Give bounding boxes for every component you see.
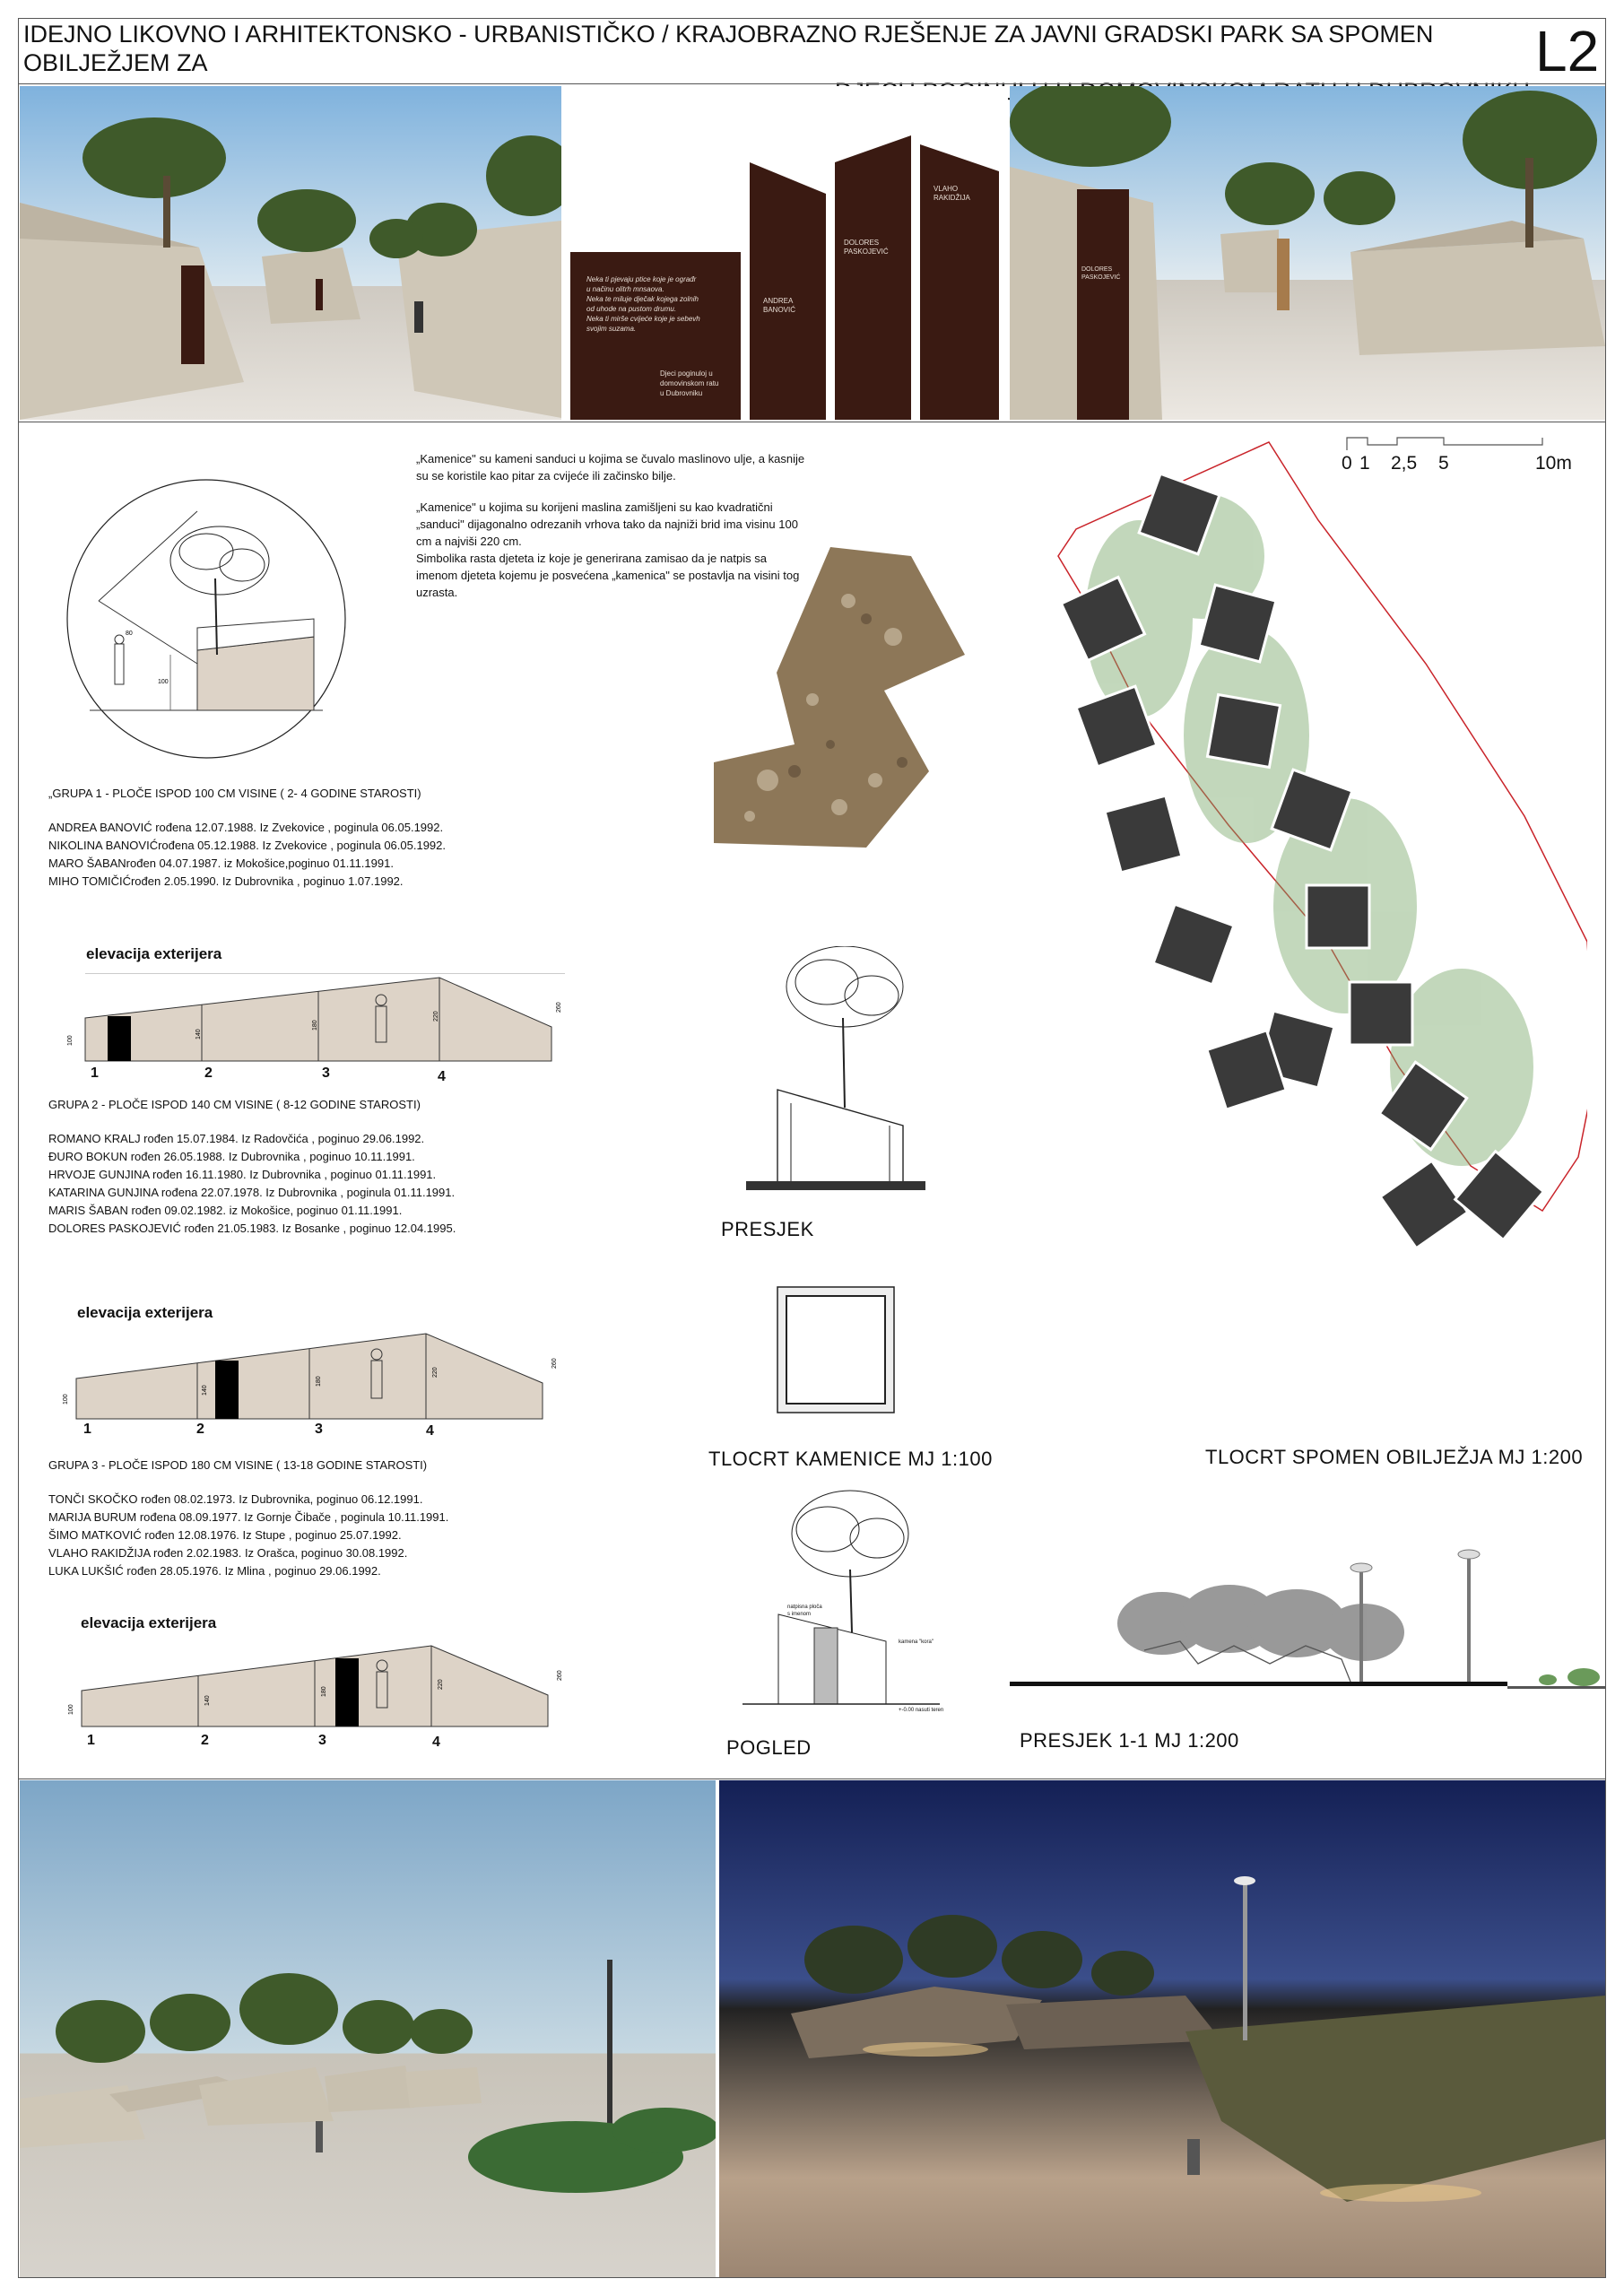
elevation-1-label: elevacija exterijera [86,945,222,962]
kamenica-14 [1380,1161,1467,1248]
elevation-2-drawing [54,1320,565,1423]
scale-tick-5: 5 [1438,453,1449,474]
plaque-name-vlaho: VLAHO RAKIDŽIJA [934,185,970,202]
elev1-dim-220: 220 [433,1011,439,1022]
group-2-title: GRUPA 2 - PLOČE ISPOD 140 CM VISINE ( 8-12 GODINE STAROSTI) [48,1098,421,1111]
circle-dim-80: 80 [126,631,133,637]
group-2-block [48,1096,456,1238]
scale-tick-1: 1 [1359,453,1370,474]
plaques-elevation-svg [570,86,1008,420]
render-day-plaza [20,1780,716,2277]
plaque-name-andrea: ANDREA BANOVIĆ [763,297,796,314]
group-3-entry: LUKA LUKŠIĆ rođen 28.05.1976. Iz Mlina , poginuo 29.06.1992. [48,1564,381,1578]
render-plaque-name: DOLORES PASKOJEVIĆ [1081,266,1121,281]
group-1-entry: MIHO TOMIČIĆrođen 2.05.1990. Iz Dubrovnika , poginuo 1.07.1992. [48,874,404,888]
elev3-dim-220: 220 [438,1679,444,1690]
description-p2: „Kamenice" u kojima su korijeni maslina zamišljeni su kao kvadratični „sanduci" dijagonalno odrezanih vrhova tako da najniži brid ima visinu 100 cm a najviši 220 cm. Simbolika rasta djeteta iz koje je generirana zamisao da je natpis sa imenom djeteta kojemu je posvećena „kamenica" se postavlja na visini tog uzrasta. [416,500,800,599]
render-day-plaza-svg [20,1780,716,2277]
pogled-note-stone: kamena "kora" [899,1639,934,1645]
elev2-num-3: 3 [315,1422,323,1437]
elev1-dim-100: 100 [67,1035,74,1046]
elev2-dim-220: 220 [432,1367,439,1378]
circle-section-drawing [63,475,350,762]
plaque-dedication: Djeci poginuloj u domovinskom ratu u Dubrovniku [660,370,719,397]
caption-tlocrt-kamenice: TLOCRT KAMENICE MJ 1:100 [708,1448,993,1470]
stone-texture-sample [714,547,965,848]
title-line-1: IDEJNO LIKOVNO I ARHITEKTONSKO - URBANISTIČKO / KRAJOBRAZNO RJEŠENJE ZA JAVNI GRADSKI PARK SA SPOMEN OBILJEŽJEM ZA [23,21,1434,76]
render-night-plaza [719,1780,1605,2277]
elevation-2-label: elevacija exterijera [77,1304,213,1321]
scale-tick-2-5: 2,5 [1391,453,1418,474]
group-2-entry: DOLORES PASKOJEVIĆ rođen 21.05.1983. Iz Bosanke , poginuo 12.04.1995. [48,1222,456,1235]
elevation-3-drawing [59,1628,570,1731]
group-3-entry: TONČI SKOČKO rođen 08.02.1973. Iz Dubrovnika, poginuo 06.12.1991. [48,1492,423,1506]
elev2-num-1: 1 [83,1422,91,1437]
render-day-walkway-left-svg [20,86,561,420]
render-night-plaza-svg [719,1780,1605,2277]
elev2-num-4: 4 [426,1423,434,1439]
elev1-dim-140: 140 [195,1029,202,1039]
site-plan [1049,439,1587,1426]
plaque-name-dolores: DOLORES PASKOJEVIĆ [844,239,889,256]
group-3-block [48,1457,448,1580]
elev3-num-2: 2 [201,1733,209,1748]
sheet-number: L2 [1535,19,1600,83]
group-2-entry: ROMANO KRALJ rođen 15.07.1984. Iz Radovčića , poginuo 29.06.1992. [48,1132,425,1145]
group-2-entry: KATARINA GUNJINA rođena 22.07.1978. Iz Dubrovnika , poginula 01.11.1991. [48,1186,456,1199]
elevation-3-label: elevacija exterijera [81,1614,217,1631]
scale-tick-0: 0 [1342,453,1352,474]
kamenica-6 [1105,796,1182,873]
group-3-entry: MARIJA BURUM rođena 08.09.1977. Iz Gornje Čibače , poginula 10.11.1991. [48,1510,449,1524]
group-1-entry: ANDREA BANOVIĆ rođena 12.07.1988. Iz Zvekovice , poginula 06.05.1992. [48,821,444,834]
elev3-num-1: 1 [87,1733,95,1748]
kamenica-10 [1350,982,1412,1045]
elev3-dim-140: 140 [204,1695,211,1706]
presjek-1-1-drawing [1010,1498,1605,1704]
caption-pogled: POGLED [726,1736,812,1759]
elev2-dim-180: 180 [316,1376,322,1387]
kamenica-8 [1307,885,1369,948]
elev1-num-3: 3 [322,1065,330,1081]
elev3-dim-180: 180 [321,1686,327,1697]
group-2-entry: HRVOJE GUNJINA rođen 16.11.1980. Iz Dubrovnika , poginuo 01.11.1991. [48,1168,437,1181]
group-1-entry: MARO ŠABANrođen 04.07.1987. iz Mokošice,poginuo 01.11.1991. [48,857,394,870]
presjek-drawing [746,946,925,1197]
elevation-1-drawing [63,964,565,1072]
kamenica-5 [1207,694,1280,767]
group-1-entry: NIKOLINA BANOVIĆrođena 05.12.1988. Iz Zvekovice , poginula 06.05.1992. [48,839,446,852]
render-day-walkway-right-svg [1010,86,1605,420]
group-3-entry: ŠIMO MATKOVIĆ rođen 12.08.1976. Iz Stupe , poginuo 25.07.1992. [48,1528,402,1542]
group-2-entry: MARIS ŠABAN rođen 09.02.1982. iz Mokošice, poginuo 01.11.1991. [48,1204,403,1217]
render-day-walkway-right [1010,86,1605,420]
elev2-num-2: 2 [196,1422,204,1437]
elev1-num-1: 1 [91,1065,99,1081]
elev2-dim-100: 100 [63,1394,69,1405]
caption-presjek: PRESJEK [721,1218,814,1240]
pogled-drawing [743,1480,949,1722]
group-3-entry: VLAHO RAKIDŽIJA rođen 2.02.1983. Iz Orašca, poginuo 30.08.1992. [48,1546,408,1560]
elev2-dim-140: 140 [202,1385,208,1396]
group-1-title: „GRUPA 1 - PLOČE ISPOD 100 CM VISINE ( 2- 4 GODINE STAROSTI) [48,787,421,800]
group-1-block [48,785,446,891]
plaque-poem: Neka ti pjevaju ptice koje je ograđr u načinu olitrh mnsaova. Neka te miluje dječak kojega zolnih od uhode na pustom drumu. Neka ti mirše cvijeće koje je sebevh svojim suzama. [586,275,700,333]
circle-dim-100: 100 [158,679,169,685]
elev1-dim-180: 180 [312,1020,318,1031]
render-day-walkway-left [20,86,561,420]
elev1-dim-260: 260 [556,1002,562,1013]
elev3-dim-100: 100 [68,1704,74,1715]
kamenica-9 [1153,904,1234,985]
plaques-elevation [570,86,1008,420]
pogled-note-plaque: natpisna ploča s imenom [787,1605,822,1617]
caption-tlocrt-spomen: TLOCRT SPOMEN OBILJEŽJA MJ 1:200 [1205,1446,1584,1468]
elev2-dim-260: 260 [551,1358,558,1369]
elev3-num-3: 3 [318,1733,326,1748]
pogled-note-terrain: +-0.00 nasuti teren [899,1708,944,1713]
description-p1: „Kamenice" su kameni sanduci u kojima se čuvalo maslinovo ulje, a kasnije su se koristile kao pitar za cvijeće ili začinsko bilje. [416,452,805,483]
group-2-entry: ĐURO BOKUN rođen 26.05.1988. Iz Dubrovnika , poginuo 10.11.1991. [48,1150,415,1163]
elev3-num-4: 4 [432,1735,440,1750]
tlocrt-kamenice-drawing [773,1283,899,1417]
scale-tick-10m: 10m [1535,453,1572,474]
caption-presjek-1-1: PRESJEK 1-1 MJ 1:200 [1020,1729,1239,1752]
elev1-num-4: 4 [438,1069,446,1084]
header-divider [18,83,1606,84]
group-3-title: GRUPA 3 - PLOČE ISPOD 180 CM VISINE ( 13-18 GODINE STAROSTI) [48,1458,428,1472]
elev1-num-2: 2 [204,1065,213,1081]
elev3-dim-260: 260 [557,1670,563,1681]
